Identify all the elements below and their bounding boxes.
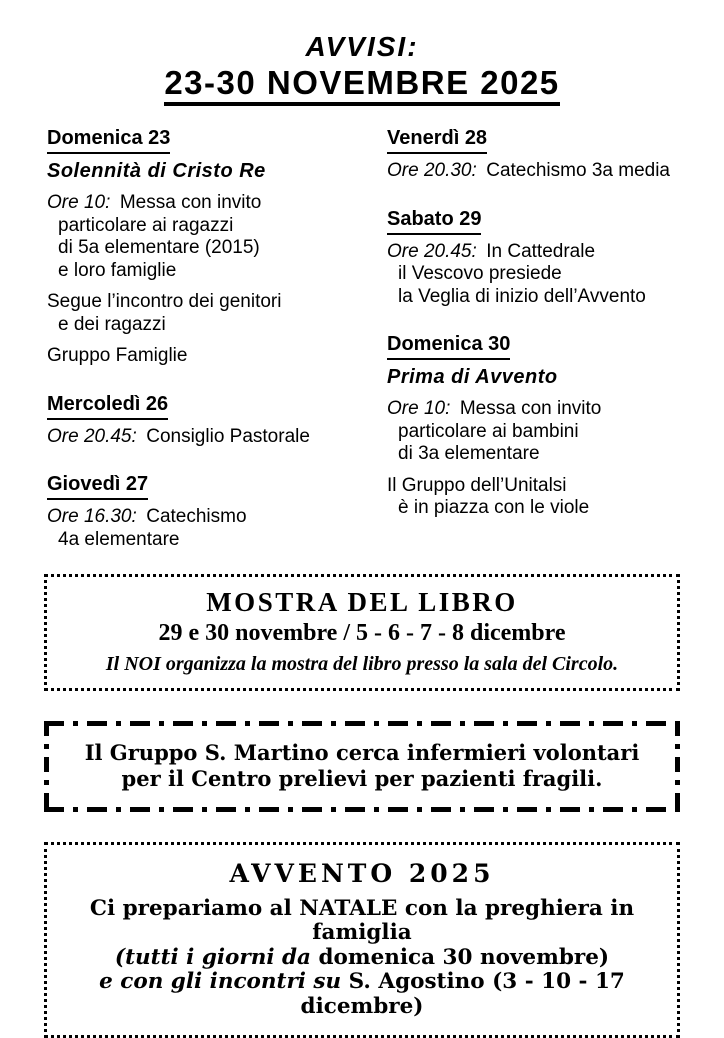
section-mercoledi-26 — [47, 393, 387, 449]
section-venerdi-28 — [387, 127, 694, 183]
event — [47, 426, 387, 449]
event — [47, 291, 387, 336]
day-heading: Venerdì 28 — [387, 127, 487, 154]
right-column — [387, 127, 694, 560]
day-subtitle: Prima di Avvento — [387, 366, 558, 388]
page-title-row — [0, 66, 724, 106]
event-line: Gruppo Famiglie — [47, 345, 188, 366]
event-time: Ore 20.45: — [387, 240, 477, 262]
event-line: di 3a elementare — [398, 443, 540, 464]
event-line: Catechismo 3a media — [486, 160, 670, 181]
event-line: Messa con invito — [459, 398, 602, 419]
event-line: e dei ragazzi — [58, 313, 166, 335]
event — [387, 241, 694, 309]
event-time: Ore 16.30: — [47, 506, 137, 527]
day-heading: Sabato 29 — [387, 208, 481, 235]
event-line: e loro famiglie — [58, 259, 177, 281]
avvento-line-1: Ci prepariamo al NATALE con la preghiera in famiglia — [89, 895, 635, 946]
day-subtitle: Solennità di Cristo Re — [47, 160, 266, 182]
dashdot-border-right — [675, 721, 680, 812]
dashdot-border-bottom — [44, 807, 680, 812]
event-time: Ore 20.45: — [47, 425, 137, 447]
section-domenica-30 — [387, 333, 694, 520]
event-line: particolare ai bambini — [398, 420, 579, 442]
event-line: Messa con invito — [119, 192, 262, 213]
dashdot-border-top — [44, 721, 680, 726]
mostra-note: Il NOI organizza la mostra del libro presso la sala del Circolo. — [105, 652, 619, 675]
event — [387, 160, 694, 183]
page-title-avvisi: AVVISI: — [305, 31, 419, 62]
left-column — [47, 127, 387, 560]
event-time: Ore 10: — [387, 398, 451, 419]
avvento-line-2-italic: (tutti i giorni da — [114, 944, 311, 970]
page-title-date-range: 23-30 NOVEMBRE 2025 — [164, 66, 559, 106]
event — [47, 506, 387, 551]
event-line: Il Gruppo dell’Unitalsi — [387, 474, 567, 496]
event-time: Ore 20.30: — [387, 160, 477, 181]
event-line: 4a elementare — [58, 528, 180, 550]
avvento-line-3 — [57, 970, 667, 1019]
event-line: è in piazza con le viole — [398, 497, 590, 518]
avvento-line-2 — [57, 946, 667, 971]
day-heading: Domenica 30 — [387, 333, 510, 360]
section-domenica-23 — [47, 127, 387, 368]
avvento-line-2-plain: domenica 30 novembre) — [318, 944, 610, 970]
avvento-title: AVVENTO 2025 — [229, 858, 495, 888]
event-time: Ore 10: — [47, 192, 111, 213]
event-line: Consiglio Pastorale — [146, 425, 310, 447]
day-heading: Mercoledì 26 — [47, 393, 168, 420]
page-header — [0, 0, 724, 106]
event — [387, 475, 694, 520]
dashdot-border-left — [44, 721, 49, 812]
day-heading: Giovedì 27 — [47, 473, 148, 500]
event-line: Catechismo — [146, 506, 247, 527]
event-line: la Veglia di inizio dell’Avvento — [398, 285, 646, 307]
event-line: particolare ai ragazzi — [58, 214, 234, 236]
box-gruppo-san-martino — [44, 721, 680, 812]
mostra-dates: 29 e 30 novembre / 5 - 6 - 7 - 8 dicembre — [158, 620, 566, 647]
day-heading: Domenica 23 — [47, 127, 170, 154]
event — [47, 345, 387, 368]
event — [47, 192, 387, 282]
event-line: di 5a elementare (2015) — [58, 237, 260, 258]
event-line: Segue l’incontro dei genitori — [47, 291, 282, 312]
gruppo-line-2: per il Centro prelievi per pazienti fragili. — [121, 766, 603, 792]
event-line: il Vescovo presiede — [398, 263, 562, 284]
mostra-title: MOSTRA DEL LIBRO — [206, 587, 518, 617]
avvento-line-3-plain: S. Agostino (3 - 10 - 17 dicembre) — [300, 969, 625, 1019]
event — [387, 398, 694, 466]
section-giovedi-27 — [47, 473, 387, 551]
event-line: In Cattedrale — [486, 240, 596, 262]
box-mostra-del-libro — [44, 574, 680, 691]
gruppo-line-1: Il Gruppo S. Martino cerca infermieri volontari — [84, 739, 640, 765]
avvento-line-3-italic: e con gli incontri su — [99, 969, 342, 995]
agenda-columns — [0, 127, 724, 560]
box-avvento-2025 — [44, 842, 680, 1038]
section-sabato-29 — [387, 208, 694, 309]
